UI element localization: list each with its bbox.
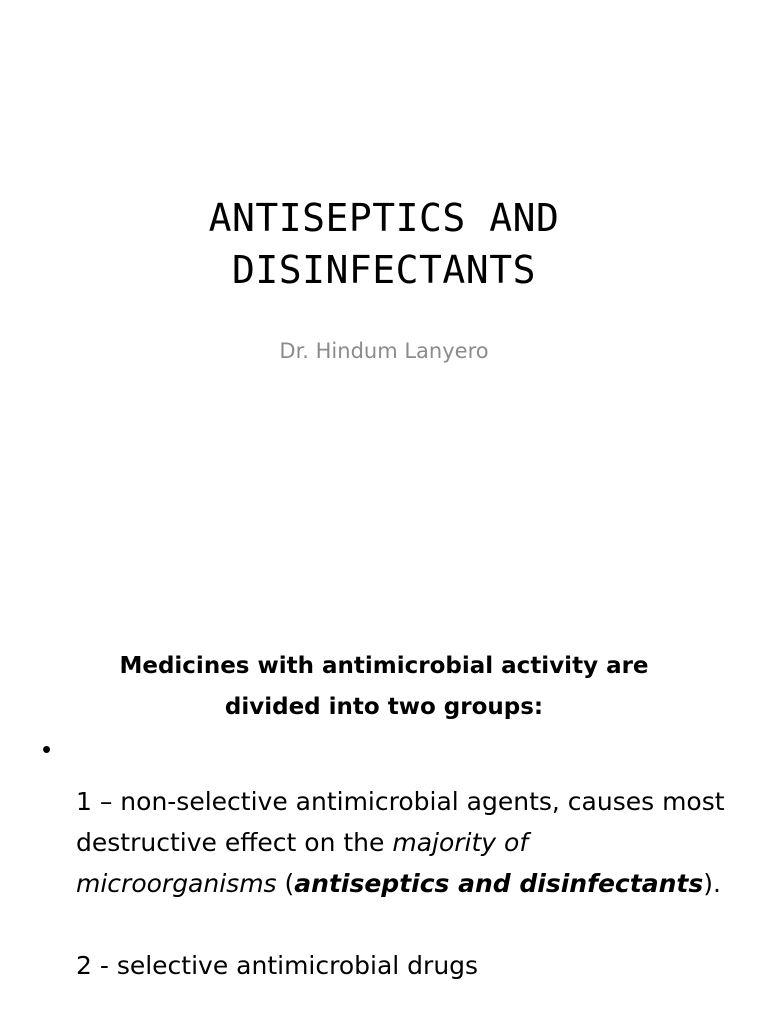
author-subtitle: Dr. Hindum Lanyero [279, 339, 489, 363]
bullet-marker: • [42, 734, 52, 764]
bullet-content [76, 781, 736, 986]
item-1-italic: majority of microorganisms [76, 828, 529, 898]
content-slide [0, 576, 768, 1024]
heading-line-1: Medicines with antimicrobial activity are [119, 653, 649, 679]
title-line-2: DISINFECTANTS [232, 248, 536, 292]
slide-title [0, 192, 768, 296]
item-1-prefix: 1 – non-selective antimicrobial agents, causes most destructive effect on the [76, 787, 725, 857]
slide-heading [40, 646, 728, 728]
heading-line-2: divided into two groups: [224, 694, 544, 720]
title-line-1: ANTISEPTICS AND [208, 196, 560, 240]
item-1-bold-italic: antiseptics and disinfectants [294, 869, 704, 898]
list-item-selective: 2 - selective antimicrobial drugs [76, 951, 479, 980]
item-1-paren: ( [276, 869, 295, 898]
list-item-non-selective [76, 781, 736, 904]
item-1-close: ). [703, 869, 721, 898]
